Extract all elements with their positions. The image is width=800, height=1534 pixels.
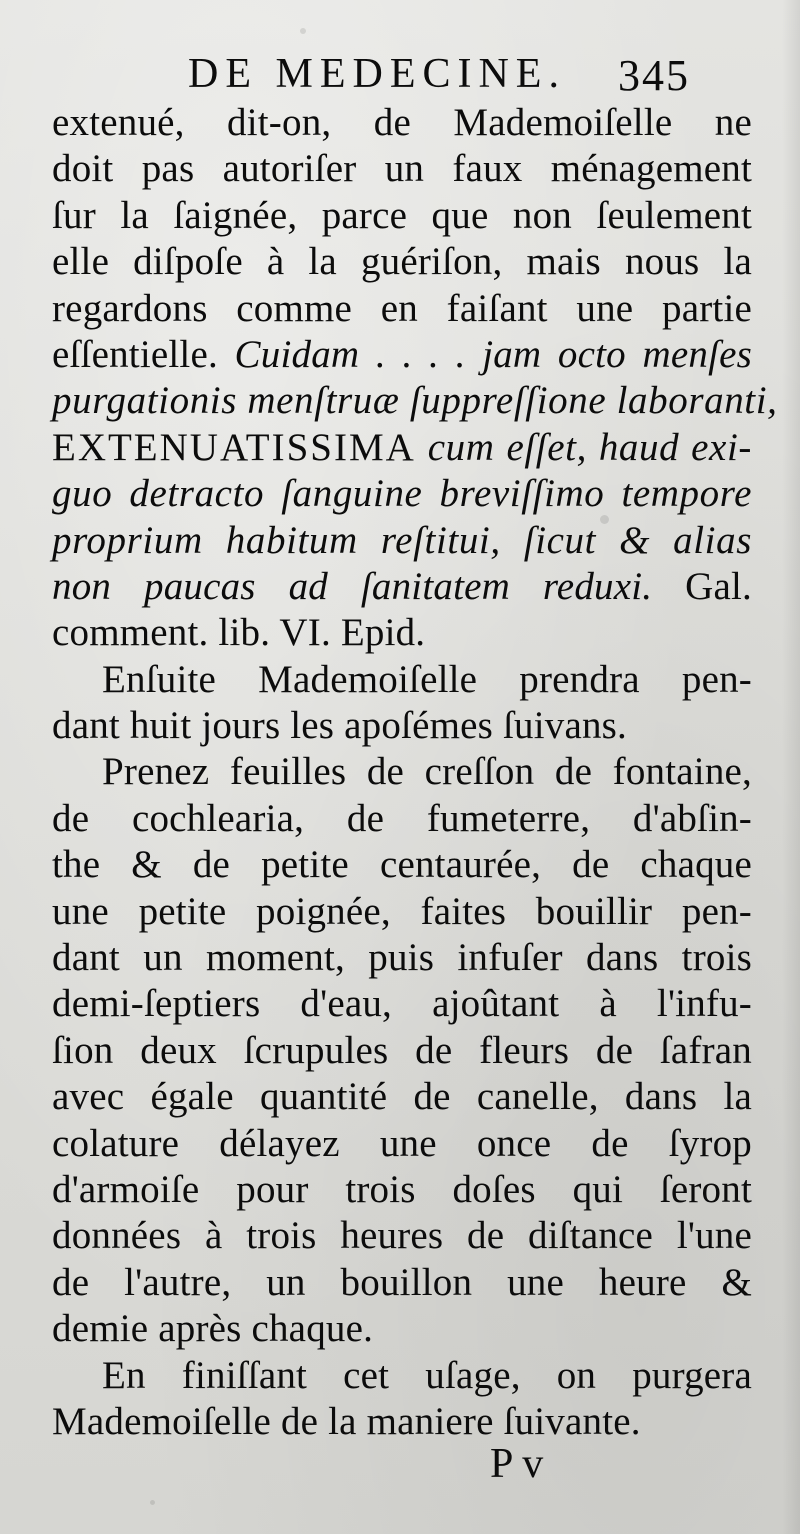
text-line: ſion deux ſcrupules de fleurs de ſafran [52, 1028, 752, 1072]
ink-speck [150, 1500, 155, 1505]
ink-speck [300, 28, 306, 34]
body-text [52, 100, 778, 1445]
latin-line [52, 425, 752, 471]
latin-line: guo detracto ſanguine breviſſimo tempore [52, 472, 752, 516]
text-line: colature délayez une once de ſyrop [52, 1121, 752, 1165]
text-line: Mademoiſelle de la maniere ſuivante. [52, 1399, 641, 1443]
text-line: dant huit jours les apoſémes ſuivans. [52, 704, 627, 748]
latin-fragment: cum eſſet, haud exi- [427, 425, 752, 469]
source-abbreviation: Gal. [685, 564, 752, 608]
text-line [52, 332, 752, 378]
text-line: ſur la ſaignée, parce que non ſeulement [52, 193, 752, 237]
running-head-title: DE MEDECINE. [188, 51, 566, 97]
signature-mark: P v [490, 1441, 544, 1487]
latin-quote-end: non paucas ad ſanitatem reduxi. [52, 564, 653, 608]
text-line: Prenez feuilles de creſſon de fontaine, [102, 750, 752, 794]
text-line: demie après chaque. [52, 1307, 374, 1351]
text-line: dant un moment, puis infuſer dans trois [52, 936, 752, 980]
text-line: Enſuite Mademoiſelle prendra pen- [102, 657, 752, 701]
latin-line [52, 564, 752, 610]
latin-line: proprium habitum reſtitui, ſicut & alias [52, 518, 752, 562]
text-line: d'armoiſe pour trois doſes qui ſeront [52, 1167, 752, 1211]
latin-line: purgationis menſtruæ ſuppreſſione laboranti, [52, 379, 778, 423]
text-fragment: eſſentielle. [52, 332, 218, 376]
text-line: regardons comme en faiſant une partie [52, 286, 752, 330]
text-line: extenué, dit-on, de Mademoiſelle ne [52, 101, 752, 144]
page-number: 345 [618, 51, 690, 100]
text-line: de l'autre, un bouillon une heure & [52, 1260, 752, 1304]
text-line: données à trois heures de diſtance l'une [52, 1214, 752, 1258]
text-line: doit pas autoriſer un faux ménagement [52, 147, 752, 191]
text-line: de cochlearia, de fumeterre, d'abſin- [52, 796, 752, 840]
latin-quote-start: Cuidam . . . . jam octo menſes [234, 332, 752, 376]
text-line: avec égale quantité de canelle, dans la [52, 1075, 752, 1119]
text-line: elle diſpoſe à la guériſon, mais nous la [52, 240, 752, 284]
text-line: En finiſſant cet uſage, on purgera [102, 1353, 752, 1397]
source-citation: comment. lib. VI. Epid. [52, 611, 426, 655]
latin-emphasis: EXTENUATISSIMA [52, 425, 416, 469]
text-line: the & de petite centaurée, de chaque [52, 843, 752, 887]
text-line: demi-ſeptiers d'eau, ajoûtant à l'infu- [52, 982, 752, 1026]
text-line: une petite poignée, faites bouillir pen- [52, 889, 752, 933]
running-head [188, 44, 748, 104]
